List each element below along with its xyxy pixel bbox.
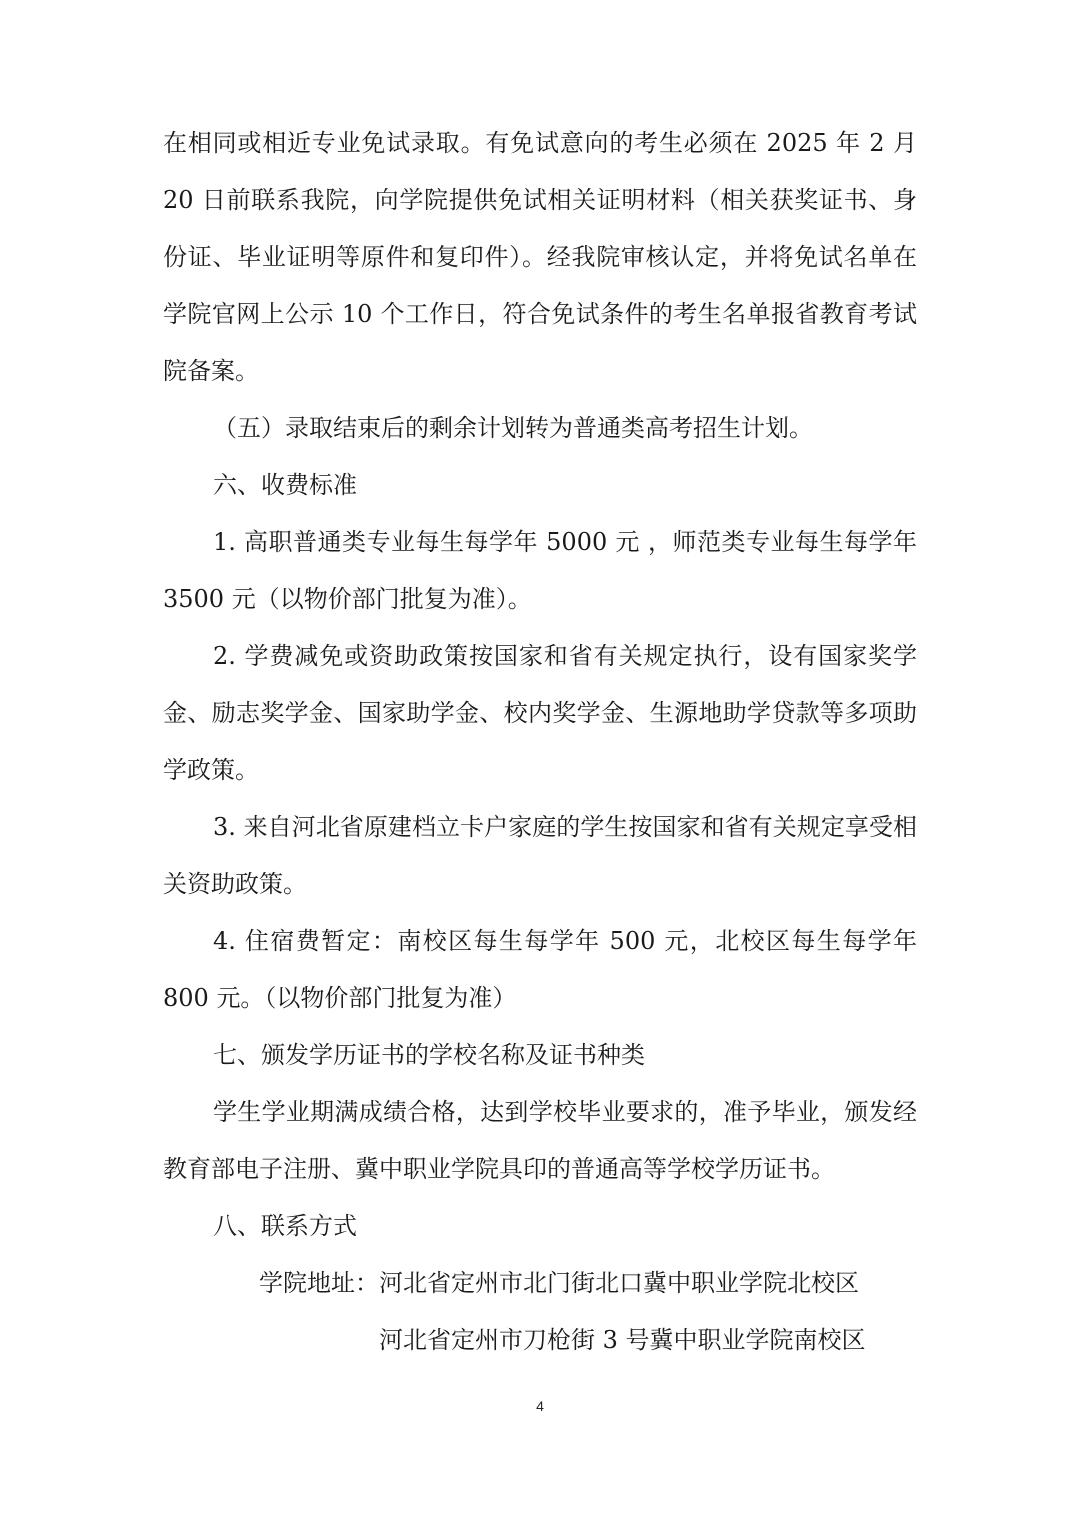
paragraph-remaining-plan: （五）录取结束后的剩余计划转为普通类高考招生计划。 [213,414,813,442]
page-number: 4 [536,1398,544,1414]
contact-address-block [163,1255,917,1369]
address-label-spacer [163,1312,379,1369]
heading-contact: 八、联系方式 [213,1212,357,1240]
paragraph-accommodation-fees: 4. 住宿费暂定：南校区每生每学年 500 元，北校区每生每学年 800 元。（以物价部门批复为准） [163,927,917,1012]
paragraph-diploma-details: 学生学业期满成绩合格，达到学校毕业要求的，准予毕业，颁发经教育部电子注册、冀中职业学院具印的普通高等学校学历证书。 [163,1098,917,1183]
heading-diploma: 七、颁发学历证书的学校名称及证书种类 [213,1041,645,1069]
address-row-north [163,1255,917,1312]
heading-fee-standards: 六、收费标准 [213,471,357,499]
document-body [163,115,917,1369]
address-north-campus: 河北省定州市北门街北口冀中职业学院北校区 [379,1269,859,1297]
address-label: 学院地址： [259,1269,379,1297]
address-south-campus: 河北省定州市刀枪街 3 号冀中职业学院南校区 [379,1326,866,1354]
paragraph-tuition-fees: 1. 高职普通类专业每生每学年 5000 元 ，师范类专业每生每学年 3500 元（以物价部门批复为准）。 [163,528,917,613]
address-row-south [163,1312,917,1369]
paragraph-exemption-details: 在相同或相近专业免试录取。有免试意向的考生必须在 2025 年 2 月 20 日前联系我院，向学院提供免试相关证明材料（相关获奖证书、身份证、毕业证明等原件和复印件）。经我院审核认定，并将免试名单在学院官网上公示 10 个工作日，符合免试条件的考生名单报省教育考试院备案。 [163,129,917,385]
paragraph-poverty-support: 3. 来自河北省原建档立卡户家庭的学生按国家和省有关规定享受相关资助政策。 [163,813,917,898]
paragraph-financial-aid: 2. 学费减免或资助政策按国家和省有关规定执行，设有国家奖学金、励志奖学金、国家助学金、校内奖学金、生源地助学贷款等多项助学政策。 [163,642,917,784]
